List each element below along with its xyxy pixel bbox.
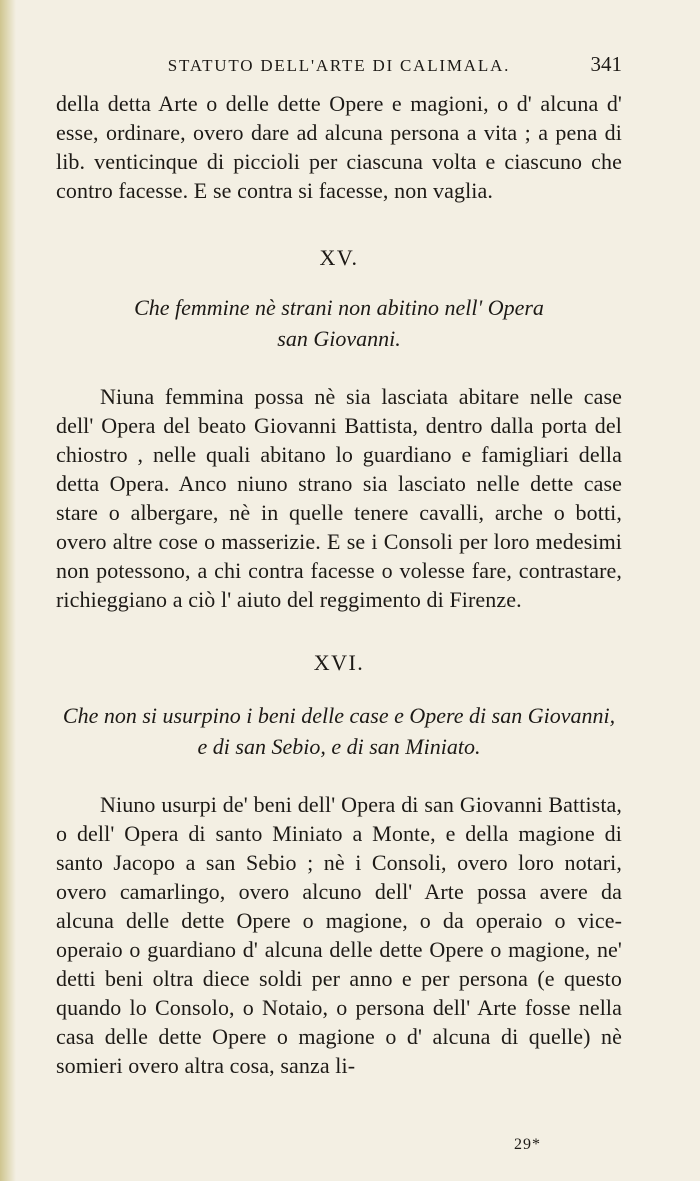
chapter-xv-numeral: XV. <box>319 245 359 270</box>
chapter-xv-body <box>56 382 622 614</box>
opening-paragraph-block <box>56 89 622 205</box>
page-edge-shadow <box>0 0 16 1181</box>
chapter-xv-rubric <box>56 292 622 354</box>
page-number: 341 <box>590 52 622 76</box>
chapter-xv-rubric-line2: san Giovanni. <box>277 326 401 351</box>
chapter-xvi-rubric-line2: e di san Sebio, e di san Miniato. <box>197 734 481 759</box>
chapter-xv-rubric-line1: Che femmine nè strani non abitino nell' Opera <box>134 295 544 320</box>
chapter-xvi-rubric <box>56 700 622 762</box>
signature-mark: 29* <box>514 1136 541 1153</box>
chapter-xvi-rubric-line1: Che non si usurpino i beni delle case e Opere di san Giovanni, <box>62 703 616 728</box>
chapter-xvi-body <box>56 790 622 1080</box>
chapter-xvi-numeral: XVI. <box>313 650 365 675</box>
chapter-xv-text: Niuna femmina possa nè sia lasciata abitare nelle case dell' Opera del beato Giovanni Battista, dentro dalla porta del chiostro , nelle quali abitano lo guardiano e famigliari della detta Opera. Anco niuno strano sia lasciato nelle dette case stare o albergare, nè in quelle tenere cavalli, arche o botti, overo altre cose o masserizie. E se i Consoli per loro medesimi non potessono, a chi contra facesse o volesse fare, contrastare, richieggiano a ciò l' aiuto del reggimento di Firenze. <box>56 384 622 612</box>
page-header <box>56 52 622 80</box>
chapter-xvi-text: Niuno usurpi de' beni dell' Opera di san Giovanni Battista, o dell' Opera di santo Miniato a Monte, e della magione di santo Jacopo a san Sebio ; nè i Consoli, overo loro notari, overo camarlingo, overo alcuno dell' Arte possa avere da alcuna delle dette Opere o magione, o da operaio o vice-operaio o guardiano d' alcuna delle dette Opere o magione, ne' detti beni oltra diece soldi per anno e per persona (e questo quando lo Consolo, o Notaio, o persona dell' Arte fosse nella casa delle dette Opere o magione o d' alcuna di quelle) nè somieri overo altra cosa, sanza li- <box>56 792 622 1078</box>
opening-paragraph: della detta Arte o delle dette Opere e magioni, o d' alcuna d' esse, ordinare, overo dare ad alcuna persona a vita ; a pena di lib. venticinque di piccioli per ciascuna volta e ciascuno che contro facesse. E se contra si facesse, non vaglia. <box>56 91 622 203</box>
running-title: STATUTO DELL'ARTE DI CALIMALA. <box>167 56 511 75</box>
